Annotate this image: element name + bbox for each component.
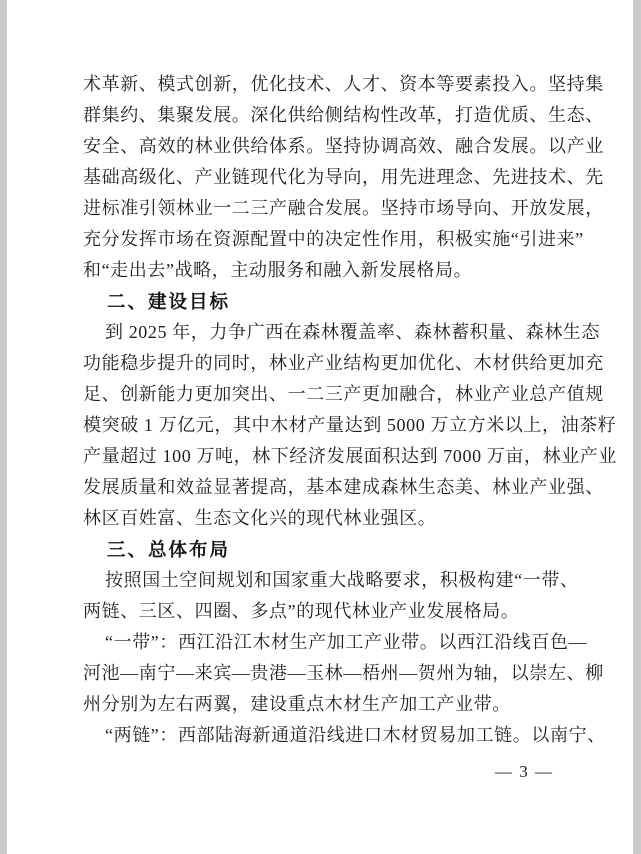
- document-line: 充分发挥市场在资源配置中的决定性作用，积极实施“引进来”: [83, 229, 584, 249]
- document-line: 功能稳步提升的同时，林业产业结构更加优化、木材供给更加充: [83, 353, 604, 373]
- page-number: — 3 —: [495, 762, 554, 781]
- document-line: 群集约、集聚发展。深化供给侧结构性改革，打造优质、生态、: [83, 105, 604, 125]
- section-heading-layout: 三、总体布局: [107, 539, 231, 560]
- document-line: 术革新、模式创新，优化技术、人才、资本等要素投入。坚持集: [83, 74, 604, 94]
- document-line: 产量超过 100 万吨，林下经济发展面积达到 7000 万亩，林业产业: [83, 446, 617, 466]
- document-line: 发展质量和效益显著提高，基本建成森林生态美、林业产业强、: [83, 477, 604, 497]
- document-line: 按照国土空间规划和国家重大战略要求，积极构建“一带、: [105, 570, 579, 590]
- document-line: 和“走出去”战略，主动服务和融入新发展格局。: [83, 260, 473, 280]
- section-heading-goals: 二、建设目标: [107, 291, 231, 312]
- page-text-block: [83, 69, 617, 751]
- document-page: [7, 0, 633, 854]
- document-line: 州分别为左右两翼，建设重点木材生产加工产业带。: [83, 694, 511, 714]
- document-line: “一带”：西江沿江木材生产加工产业带。以西江沿线百色—: [105, 632, 588, 652]
- document-line: 河池—南宁—来宾—贵港—玉林—梧州—贺州为轴，以崇左、柳: [83, 663, 604, 683]
- document-line: 安全、高效的林业供给体系。坚持协调高效、融合发展。以产业: [83, 136, 604, 156]
- document-line: 足、创新能力更加突出、一二三产更加融合，林业产业总产值规: [83, 384, 604, 404]
- document-line: 两链、三区、四圈、多点”的现代林业产业发展格局。: [83, 601, 520, 621]
- document-line: 进标准引领林业一二三产融合发展。坚持市场导向、开放发展，: [83, 198, 604, 218]
- document-line: 到 2025 年，力争广西在森林覆盖率、森林蓄积量、森林生态: [105, 322, 600, 342]
- document-line: 模突破 1 万亿元，其中木材产量达到 5000 万立方米以上，油茶籽: [83, 415, 617, 435]
- document-line: 林区百姓富、生态文化兴的现代林业强区。: [83, 508, 437, 528]
- document-line: 基础高级化、产业链现代化为导向，用先进理念、先进技术、先: [83, 167, 604, 187]
- document-line: “两链”：西部陆海新通道沿线进口木材贸易加工链。以南宁、: [105, 725, 606, 745]
